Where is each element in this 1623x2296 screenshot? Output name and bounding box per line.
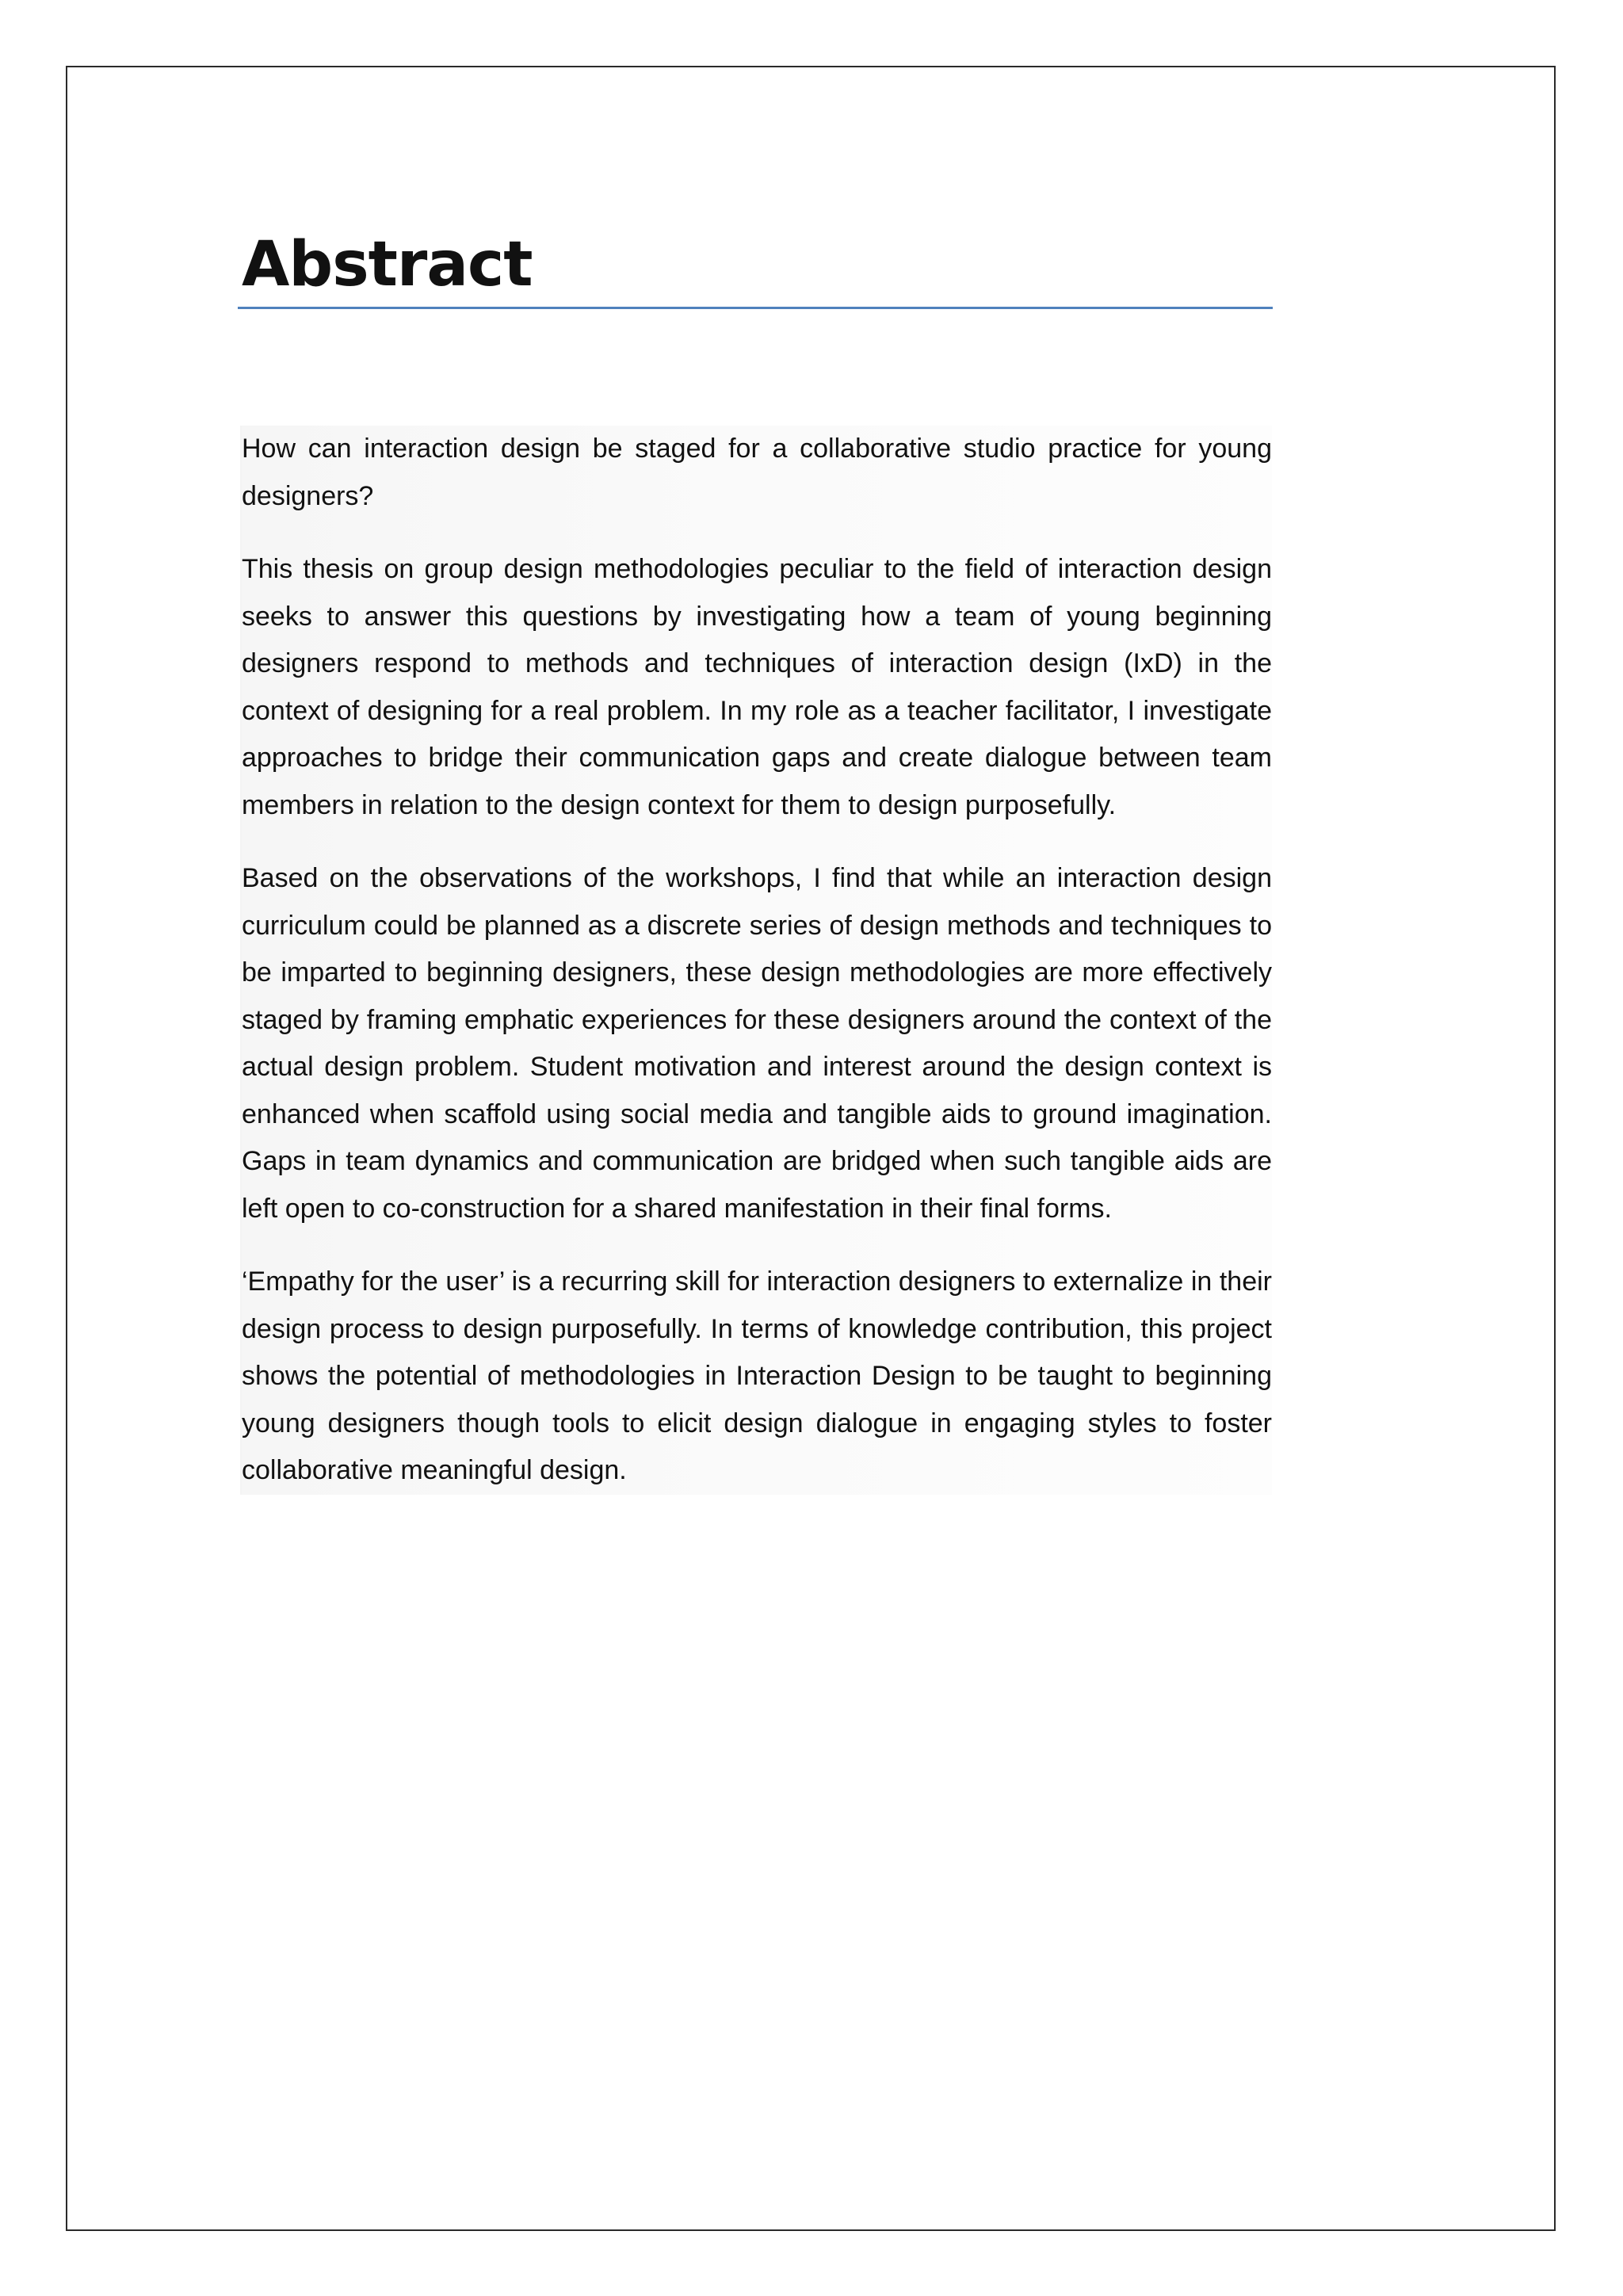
title-underline (238, 307, 1273, 309)
abstract-body (242, 426, 1272, 1495)
paragraph-research-question: How can interaction design be staged for a collaborative studio practice for young designers? (242, 434, 1272, 511)
document-content (242, 229, 1272, 1521)
paragraph-findings: Based on the observations of the workshops, I find that while an interaction design curriculum could be planned as a discrete series of design methods and techniques to be imparted to beginning designers, these design methodologies are more effectively staged by framing emphatic experiences for these designers around the context of the actual design problem. Student motivation and interest around the design context is enhanced when scaffold using social media and tangible aids to ground imagination. Gaps in team dynamics and communication are bridged when such tangible aids are left open to co-construction for a shared manifestation in their final forms. (242, 863, 1272, 1224)
paragraph-thesis-overview: This thesis on group design methodologies peculiar to the field of interaction design seeks to answer this questions by investigating how a team of young beginning designers respond to methods and techniques of interaction design (IxD) in the context of designing for a real problem. In my role as a teacher facilitator, I investigate approaches to bridge their communication gaps and create dialogue between team members in relation to the design context for them to design purposefully. (242, 554, 1272, 820)
paragraph-contribution: ‘Empathy for the user’ is a recurring skill for interaction designers to externalize in their design process to design purposefully. In terms of knowledge contribution, this project shows the potential of methodologies in Interaction Design to be taught to beginning young designers though tools to elicit design dialogue in engaging styles to foster collaborative meaningful design. (242, 1266, 1272, 1485)
page-title: Abstract (242, 229, 533, 300)
